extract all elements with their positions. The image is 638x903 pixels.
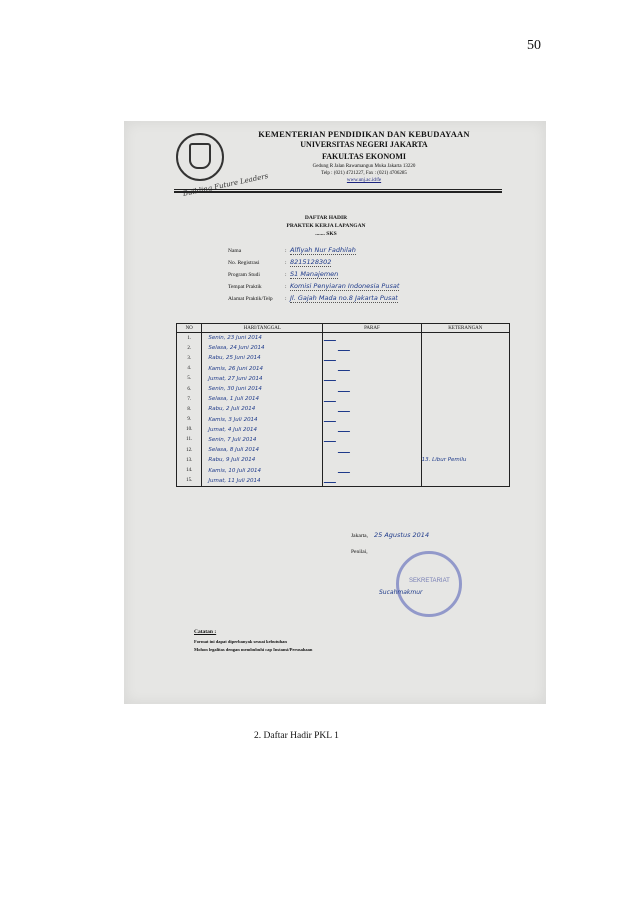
signer-name: Sucahmakmur <box>379 589 423 596</box>
row-date: Jumat, 27 Juni 2014 <box>202 374 323 384</box>
table-row <box>177 353 510 363</box>
field-label-program: Program Studi <box>228 272 260 278</box>
field-colon: : <box>285 272 287 278</box>
ministry-name: KEMENTERIAN PENDIDIKAN DAN KEBUDAYAAN <box>258 129 470 139</box>
row-remark <box>421 333 509 344</box>
university-name: UNIVERSITAS NEGERI JAKARTA <box>300 140 428 149</box>
signature-cell <box>323 425 421 435</box>
table-header-row <box>177 324 510 333</box>
university-logo-icon <box>176 133 224 181</box>
signature-cell <box>323 455 421 465</box>
row-date: Jumat, 11 Juli 2014 <box>202 476 323 487</box>
university-motto: Building Future Leaders <box>182 172 269 198</box>
field-label-registration: No. Registrasi <box>228 260 260 266</box>
signature-cell <box>323 353 421 363</box>
signature-cell <box>323 364 421 374</box>
row-number: 11. <box>177 435 202 445</box>
table-row <box>177 455 510 465</box>
row-date: Rabu, 25 Juni 2014 <box>202 353 323 363</box>
note-item: Mohon legalitas dengan membubuhi cap Instansi/Perusahaan <box>194 647 313 652</box>
row-date: Senin, 23 Juni 2014 <box>202 333 323 344</box>
row-number: 8. <box>177 404 202 414</box>
row-date: Kamis, 26 Juni 2014 <box>202 364 323 374</box>
row-date: Kamis, 3 Juli 2014 <box>202 415 323 425</box>
field-colon: : <box>285 296 287 302</box>
scanned-attendance-form <box>124 121 546 704</box>
row-date: Selasa, 8 Juli 2014 <box>202 445 323 455</box>
figure-caption: 2. Daftar Hadir PKL 1 <box>254 731 339 741</box>
row-number: 14. <box>177 465 202 475</box>
signature-mark-icon <box>324 374 339 381</box>
row-date: Rabu, 2 Juli 2014 <box>202 404 323 414</box>
table-row <box>177 404 510 414</box>
form-subtitle: PRAKTEK KERJA LAPANGAN <box>286 223 366 229</box>
signature-mark-icon <box>324 476 339 483</box>
place-label: Jakarta, <box>351 533 368 539</box>
row-remark <box>421 364 509 374</box>
table-row <box>177 445 510 455</box>
signature-mark-icon <box>338 425 353 432</box>
form-sks: ....... SKS <box>315 231 337 237</box>
notes-title: Catatan : <box>194 629 217 635</box>
row-number: 13. <box>177 455 202 465</box>
column-header-remarks: KETERANGAN <box>421 324 509 333</box>
field-label-name: Nama <box>228 248 242 254</box>
row-number: 7. <box>177 394 202 404</box>
table-row <box>177 374 510 384</box>
address-line: Gedung R Jalan Rawamangun Muka Jakarta 13220 <box>312 164 416 169</box>
table-row <box>177 394 510 404</box>
row-number: 15. <box>177 476 202 487</box>
assessor-label: Penilai, <box>351 549 368 555</box>
signature-cell <box>323 394 421 404</box>
note-item: Format ini dapat diperbanyak sesuai kebutuhan <box>194 639 287 644</box>
row-remark <box>421 465 509 475</box>
table-row <box>177 364 510 374</box>
website-link: www.unj.ac.id/fe <box>346 178 382 183</box>
row-number: 1. <box>177 333 202 344</box>
row-date: Kamis, 10 Juli 2014 <box>202 465 323 475</box>
row-date: Senin, 30 Juni 2014 <box>202 384 323 394</box>
row-date: Senin, 7 Juli 2014 <box>202 435 323 445</box>
table-row <box>177 343 510 353</box>
signature-date: 25 Agustus 2014 <box>374 531 430 539</box>
table-row <box>177 465 510 475</box>
signature-mark-icon <box>324 395 339 402</box>
row-remark <box>421 404 509 414</box>
field-colon: : <box>285 260 287 266</box>
column-header-date: HARI/TANGGAL <box>202 324 323 333</box>
signature-mark-icon <box>324 354 339 361</box>
column-header-no: NO <box>177 324 202 333</box>
row-number: 2. <box>177 343 202 353</box>
table-row <box>177 384 510 394</box>
signature-cell <box>323 374 421 384</box>
row-number: 9. <box>177 415 202 425</box>
row-number: 5. <box>177 374 202 384</box>
header-divider <box>174 189 502 190</box>
table-row <box>177 415 510 425</box>
row-date: Rabu, 9 Juli 2014 <box>202 455 323 465</box>
row-remark <box>421 435 509 445</box>
field-value-place: Komisi Penyiaran Indonesia Pusat <box>290 282 400 290</box>
row-number: 3. <box>177 353 202 363</box>
row-number: 12. <box>177 445 202 455</box>
row-remark: 13. Libur Pemilu <box>421 455 509 465</box>
signature-cell <box>323 333 421 344</box>
field-label-place: Tempat Praktik <box>228 284 262 290</box>
row-remark <box>421 445 509 455</box>
signature-mark-icon <box>338 385 353 392</box>
page-number: 50 <box>527 38 541 53</box>
signature-mark-icon <box>338 466 353 473</box>
signature-cell <box>323 476 421 487</box>
row-remark <box>421 353 509 363</box>
table-row <box>177 425 510 435</box>
signature-mark-icon <box>324 415 339 422</box>
signature-mark-icon <box>324 334 339 341</box>
table-row <box>177 476 510 487</box>
row-date: Selasa, 24 Juni 2014 <box>202 343 323 353</box>
field-colon: : <box>285 284 287 290</box>
stamp-text: SEKRETARIAT <box>409 578 450 584</box>
row-number: 10. <box>177 425 202 435</box>
signature-mark-icon <box>338 344 353 351</box>
field-colon: : <box>285 248 287 254</box>
row-number: 4. <box>177 364 202 374</box>
field-value-program: S1 Manajemen <box>290 270 339 278</box>
row-number: 6. <box>177 384 202 394</box>
signature-mark-icon <box>338 446 353 453</box>
attendance-table <box>176 323 510 487</box>
field-value-name: Alfiyah Nur Fadhilah <box>290 246 356 254</box>
field-label-address: Alamat Praktik/Telp <box>228 296 273 302</box>
signature-mark-icon <box>338 364 353 371</box>
column-header-signature: PARAF <box>323 324 421 333</box>
form-title: DAFTAR HADIR <box>304 215 348 221</box>
signature-cell <box>323 343 421 353</box>
table-row <box>177 435 510 445</box>
signature-mark-icon <box>338 405 353 412</box>
row-date: Jumat, 4 Juli 2014 <box>202 425 323 435</box>
row-remark <box>421 374 509 384</box>
official-stamp-icon <box>396 551 462 617</box>
row-remark <box>421 384 509 394</box>
table-row <box>177 333 510 344</box>
row-remark <box>421 415 509 425</box>
row-remark <box>421 343 509 353</box>
header-divider-thick <box>174 191 502 193</box>
phone-line: Telp : (021) 4721227, Fax : (021) 4706285 <box>321 171 407 176</box>
row-remark <box>421 476 509 487</box>
signature-mark-icon <box>324 435 339 442</box>
row-remark <box>421 425 509 435</box>
signature-cell <box>323 404 421 414</box>
signature-cell <box>323 445 421 455</box>
signature-cell <box>323 435 421 445</box>
faculty-name: FAKULTAS EKONOMI <box>321 152 407 161</box>
signature-cell <box>323 465 421 475</box>
field-value-address: Jl. Gajah Mada no.8 Jakarta Pusat <box>290 294 398 302</box>
row-date: Selasa, 1 Juli 2014 <box>202 394 323 404</box>
field-value-registration: 8215128302 <box>290 258 332 266</box>
signature-cell <box>323 415 421 425</box>
row-remark <box>421 394 509 404</box>
signature-cell <box>323 384 421 394</box>
